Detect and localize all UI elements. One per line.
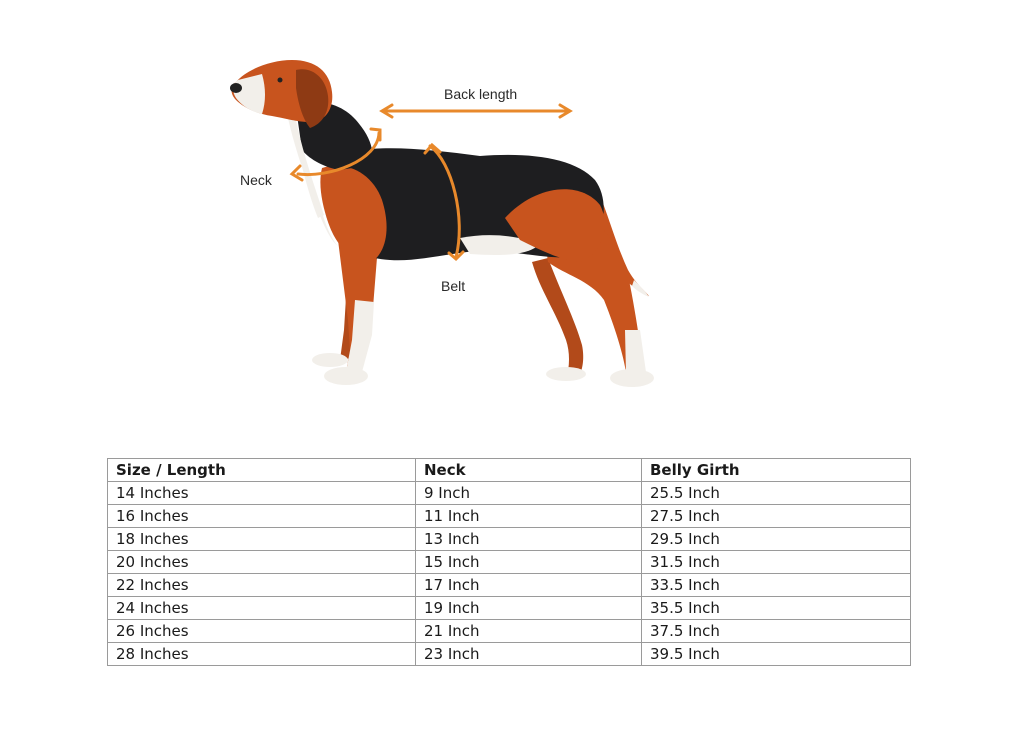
back-length-label: Back length: [444, 86, 518, 102]
neck-cell: 9 Inch: [416, 482, 642, 505]
table-row: [108, 574, 911, 597]
belt-label: Belt: [441, 278, 466, 294]
column-header-belly-girth: Belly Girth: [642, 459, 911, 482]
table-row: [108, 482, 911, 505]
size-cell: 20 Inches: [108, 551, 416, 574]
belly-girth-cell: 35.5 Inch: [642, 597, 911, 620]
dog-illustration: [230, 60, 654, 387]
neck-cell: 13 Inch: [416, 528, 642, 551]
table-row: [108, 528, 911, 551]
belly-girth-cell: 25.5 Inch: [642, 482, 911, 505]
size-cell: 28 Inches: [108, 643, 416, 666]
belly-girth-cell: 39.5 Inch: [642, 643, 911, 666]
size-cell: 18 Inches: [108, 528, 416, 551]
neck-cell: 23 Inch: [416, 643, 642, 666]
neck-cell: 21 Inch: [416, 620, 642, 643]
table-row: [108, 643, 911, 666]
size-cell: 14 Inches: [108, 482, 416, 505]
back-length-arrow: [382, 105, 570, 117]
belly-girth-cell: 33.5 Inch: [642, 574, 911, 597]
neck-cell: 15 Inch: [416, 551, 642, 574]
size-chart-table: [107, 458, 911, 666]
neck-cell: 11 Inch: [416, 505, 642, 528]
table-row: [108, 597, 911, 620]
size-cell: 22 Inches: [108, 574, 416, 597]
column-header-size-length: Size / Length: [108, 459, 416, 482]
table-row: [108, 551, 911, 574]
neck-cell: 17 Inch: [416, 574, 642, 597]
neck-cell: 19 Inch: [416, 597, 642, 620]
table-row: [108, 505, 911, 528]
belly-girth-cell: 27.5 Inch: [642, 505, 911, 528]
size-cell: 24 Inches: [108, 597, 416, 620]
size-cell: 16 Inches: [108, 505, 416, 528]
belly-girth-cell: 31.5 Inch: [642, 551, 911, 574]
table-header-row: [108, 459, 911, 482]
belly-girth-cell: 29.5 Inch: [642, 528, 911, 551]
size-cell: 26 Inches: [108, 620, 416, 643]
neck-label: Neck: [240, 172, 272, 188]
table-row: [108, 620, 911, 643]
belly-girth-cell: 37.5 Inch: [642, 620, 911, 643]
column-header-neck: Neck: [416, 459, 642, 482]
